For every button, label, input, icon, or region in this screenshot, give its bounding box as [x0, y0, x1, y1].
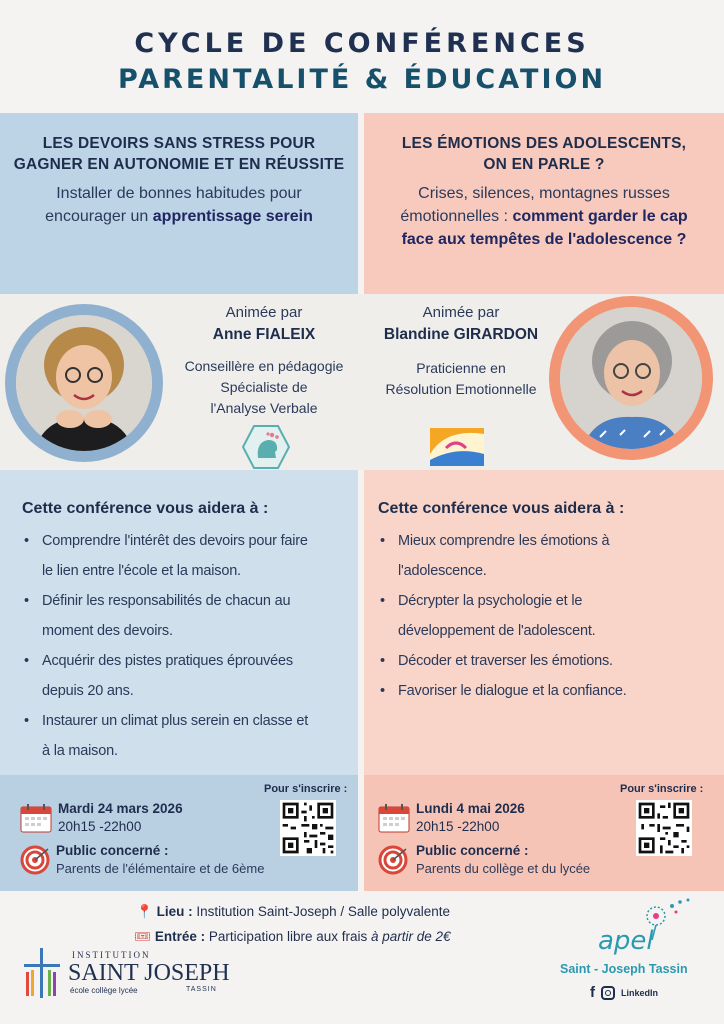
right-objectives-panel: [364, 470, 724, 775]
institution-small-label: INSTITUTION: [72, 950, 151, 960]
right-speaker-portrait-icon: [560, 307, 702, 449]
left-conf-sub-line2: encourager un apprentissage serein: [45, 208, 313, 225]
right-public-title: Public concerné :: [416, 843, 529, 858]
right-conf-title-line2: ON EN PARLE ?: [483, 156, 605, 173]
left-conf-title-line1: LES DEVOIRS SANS STRESS POUR: [42, 135, 316, 152]
left-role-line3: l'Analyse Verbale: [210, 400, 318, 416]
linkedin-icon[interactable]: LinkedIn: [621, 987, 659, 998]
left-points-list: [22, 526, 358, 766]
list-item: • Favoriser le dialogue et la confiance.: [378, 676, 724, 706]
left-role-line1: Conseillère en pédagogie: [184, 358, 344, 374]
left-inscrire-label: Pour s'inscrire :: [264, 783, 348, 795]
institution-cross-icon: [20, 946, 64, 1000]
left-help-title: Cette conférence vous aidera à :: [22, 500, 269, 517]
entry-value: Participation libre aux frais: [205, 929, 371, 944]
left-conf-sub-bold: apprentissage serein: [152, 208, 313, 225]
list-item: • Décoder et traverser les émotions.: [378, 646, 724, 676]
right-topic-panel: [364, 113, 724, 294]
left-photo-ring: [5, 304, 163, 462]
left-objectives-panel: [0, 470, 358, 775]
main-title-line2: PARENTALITÉ & ÉDUCATION: [117, 64, 607, 95]
social-links: [590, 984, 658, 1001]
left-target-icon: [20, 845, 50, 875]
apel-wordmark: apel: [598, 926, 654, 956]
left-time: 20h15 -22h00: [58, 819, 142, 834]
entry-line: [134, 929, 451, 945]
right-speaker-photo: [560, 307, 702, 449]
facebook-icon[interactable]: f: [590, 984, 595, 1001]
map-pin-icon: 📍: [136, 904, 153, 919]
right-info-panel: [364, 775, 724, 891]
right-conf-sub-line3: face aux tempêtes de l'adolescence ?: [401, 231, 687, 248]
right-role-line1: Praticienne en: [416, 360, 506, 376]
left-qr-code-icon[interactable]: [280, 800, 336, 856]
left-speaker-role: [170, 356, 358, 419]
left-public-title: Public concerné :: [56, 843, 169, 858]
institution-levels: école collège lycée: [70, 986, 138, 995]
resolution-emotionnelle-logo-icon: [426, 424, 488, 470]
main-title-line1: CYCLE DE CONFÉRENCES: [134, 28, 590, 59]
list-item: • Mieux comprendre les émotions à l'adolescence.: [378, 526, 724, 586]
left-topic-panel: [0, 113, 358, 294]
right-photo-ring: [549, 296, 713, 460]
institution-city: TASSIN: [186, 986, 217, 993]
right-conf-sub-line1: Crises, silences, montagnes russes: [418, 185, 670, 202]
apel-logo: [548, 896, 724, 1006]
right-speaker-role: [366, 358, 556, 400]
institution-logo: [20, 946, 230, 1006]
right-speaker-name: Blandine GIRARDON: [383, 326, 539, 343]
entry-price: à partir de 2€: [371, 929, 451, 944]
right-date: Lundi 4 mai 2026: [416, 801, 525, 816]
institution-name: SAINT JOSEPH: [68, 960, 230, 986]
right-conf-title-line1: LES ÉMOTIONS DES ADOLESCENTS,: [401, 135, 687, 152]
analyse-verbale-hexagon-icon: [242, 424, 290, 470]
right-role-line2: Résolution Emotionnelle: [385, 381, 537, 397]
right-conf-sub-bold1: comment garder le cap: [512, 208, 688, 225]
list-item: • Instaurer un climat plus serein en classe et à la maison.: [22, 706, 358, 766]
instagram-icon[interactable]: [601, 986, 615, 1000]
left-info-panel: [0, 775, 358, 891]
entry-label: Entrée :: [154, 929, 206, 944]
left-animee-label: Animée par: [225, 304, 303, 321]
left-role-line2: Spécialiste de: [220, 379, 308, 395]
list-item: • Définir les responsabilités de chacun au moment des devoirs.: [22, 586, 358, 646]
left-speaker-name: Anne FIALEIX: [212, 326, 316, 343]
location-line: [136, 904, 450, 920]
list-item: • Comprendre l'intérêt des devoirs pour faire le lien entre l'école et la maison.: [22, 526, 358, 586]
right-calendar-icon: [378, 803, 410, 833]
apel-name: Saint - Joseph Tassin: [560, 962, 688, 976]
right-points-list: [378, 526, 724, 706]
right-inscrire-label: Pour s'inscrire :: [620, 783, 704, 795]
location-value: Institution Saint-Joseph / Salle polyvalente: [192, 904, 450, 919]
left-speaker-photo: [16, 315, 152, 451]
list-item: • Décrypter la psychologie et le développement de l'adolescent.: [378, 586, 724, 646]
right-public-value: Parents du collège et du lycée: [416, 861, 591, 876]
left-conf-sub-line1: Installer de bonnes habitudes pour: [56, 185, 302, 202]
right-animee-label: Animée par: [422, 304, 500, 321]
left-date: Mardi 24 mars 2026: [58, 801, 183, 816]
right-conf-sub-line2: émotionnelles : comment garder le cap: [400, 208, 688, 225]
ticket-icon: 🎟: [134, 929, 152, 944]
list-item: • Acquérir des pistes pratiques éprouvées depuis 20 ans.: [22, 646, 358, 706]
left-speaker-portrait-icon: [16, 315, 152, 451]
right-help-title: Cette conférence vous aidera à :: [378, 500, 625, 517]
left-conf-title-line2: GAGNER EN AUTONOMIE ET EN RÉUSSITE: [13, 156, 345, 173]
right-time: 20h15 -22h00: [416, 819, 500, 834]
left-public-value: Parents de l'élémentaire et de 6ème: [56, 861, 265, 876]
right-qr-code-icon[interactable]: [636, 800, 692, 856]
location-label: Lieu :: [156, 904, 193, 919]
right-target-icon: [378, 845, 408, 875]
left-calendar-icon: [20, 803, 52, 833]
